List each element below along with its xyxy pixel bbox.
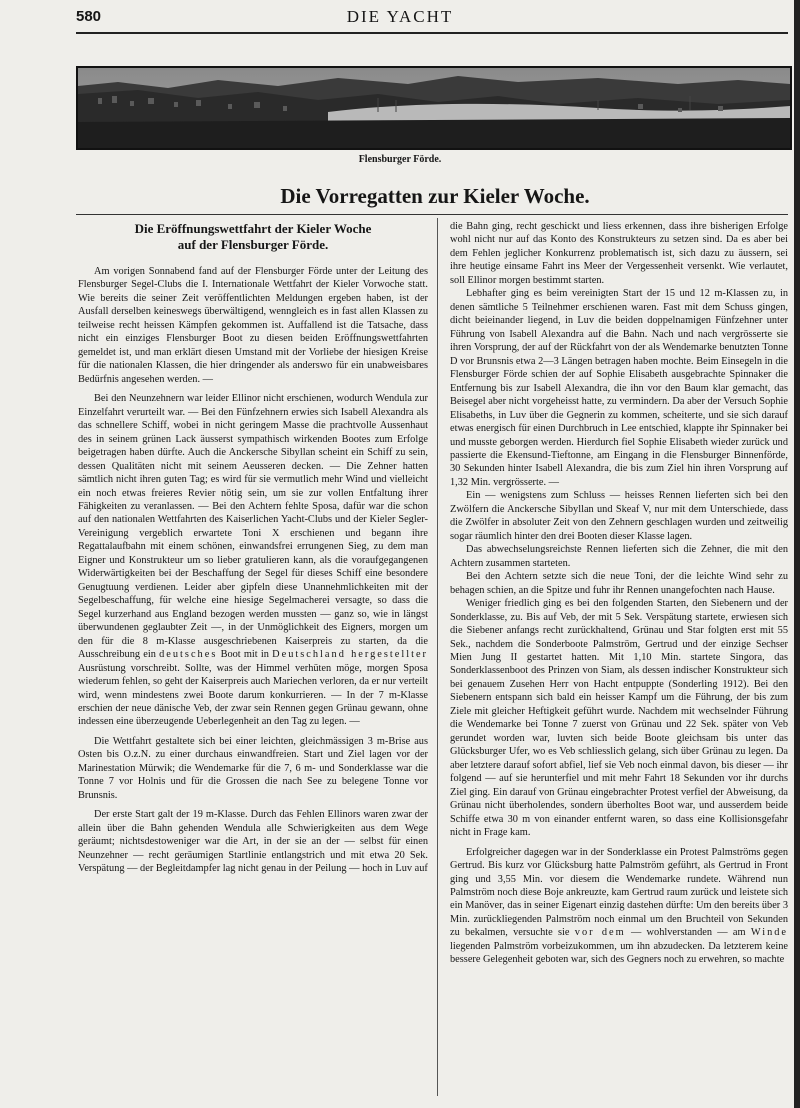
subhead-line-2: auf der Flensburger Förde. xyxy=(177,237,329,252)
text-run: Boot mit in xyxy=(220,649,269,661)
header-rule xyxy=(76,32,788,34)
text-run: Ausrüstung vorschreibt. Sollte, was der Himmel verhüten möge, morgen Sposa wiederum fehlen, so geht der Kaiserpreis auch Mariechen verloren, da er nur verteilt wird, wenn mindestens zwei Boote darum konkurrieren. — In der 7 m-Klasse erschien der neue dänische Veb, der zwar sein Rennen gegen Grünau gewann, ohne indessen eine überzeugende Ueberlegenheit an den Tag zu legen. — xyxy=(78,662,428,728)
page-number: 580 xyxy=(76,8,102,25)
text-run: — wohlverstanden — am xyxy=(630,927,746,939)
right-column xyxy=(450,220,788,967)
section-subhead xyxy=(78,221,428,253)
left-column xyxy=(78,220,428,876)
harbor-photo xyxy=(76,66,792,150)
title-rule xyxy=(76,214,788,215)
paragraph: Bei den Achtern setzte sich die neue Toni, der die leichte Wind sehr zu behagen schien, an die Spitze und fuhr ihr Rennen unangefochten nach Hause. xyxy=(450,571,788,596)
magazine-title: DIE YACHT xyxy=(346,7,454,26)
article-title: Die Vorregatten zur Kieler Woche. xyxy=(280,184,590,208)
paragraph: Das abwechselungsreichste Rennen lieferten sich die Zehner, die mit den Achtern zusammen starteten. xyxy=(450,544,788,569)
spaced-text: Deutschland hergestellter xyxy=(272,649,428,661)
photo-caption: Flensburger Förde. xyxy=(358,154,442,165)
paragraph: Der erste Start galt der 19 m-Klasse. Durch das Fehlen Ellinors waren zwar der allein über die Bahn gehenden Wendula alle Schwierigkeiten aus dem Wege geräumt; nichtsdestoweniger war die Art, in der sie an der — selbst für einen Neunzehner — recht geräumigen Startlinie entlangstrich und mit etwa 20 Sek. Verspätung — der Begleitdampfer lag nicht genau in der Peilung — hoch in Luv auf xyxy=(78,809,428,875)
spaced-text: Winde xyxy=(750,927,789,939)
paragraph: die Bahn ging, recht geschickt und liess erkennen, dass ihre bisherigen Erfolge wohl nicht nur auf das Konto des Konstrukteurs zu setzen sind. Da es aber bei dem Fehlen jeglicher Konkurrenz problematisch ist, sich dazu zu äussern, sei ihre heutige einsame Fahrt ins Meer der Vergessenheit versenkt. Wie verlautet, soll Ellinor morgen bestimmt starten. xyxy=(450,221,788,286)
text-run: liegenden Palmström vorbeizukommen, um ihn abzudecken. Da letzterem keine bessere Gelegenheit geboten war, sich des Gegners noch zu erwehren, so machte xyxy=(450,940,788,966)
paragraph: Ein — wenigstens zum Schluss — heisses Rennen lieferten sich bei den Zwölfern die Anckersche Sibyllan und Skeaf V, nur mit dem Unterschiede, dass die Zwölfer in absoluter Zeit von den Zehnern geschlagen wurden und zeitweilig sogar räumlich hinter den drei Booten dieser Klasse lagen. xyxy=(450,490,788,542)
spaced-text: deutsches xyxy=(159,649,218,661)
paragraph: Lebhafter ging es beim vereinigten Start der 15 und 12 m-Klassen zu, in denen sämtliche 5 Teilnehmer erschienen waren. Fast mit dem Schuss gingen, dicht beieinander liegend, in Luv die beiden doppelnamigen Fünfzehner unter Führung von Isabell Alexandra auf die Bahn. Nach und nach vergrösserte sie ihren Vorsprung, der auf der Rückfahrt von der als Wendemarke benutzten Tonne D vor Brunsnis etwa 2—3 Längen betragen haben mochte. Beim Einsegeln in die Flensburger Förde schien der auf Sophie Elisabeth ausgebrachte Spinnaker die Entfernung bis zur Isabell Alexandra, die ihn vor den Baum klar gemacht, das Beisegel aber nicht vorgeheisst hatte, zu vermindern. Da aber der Versuch Sophie Elisabeths, in Luv über die Gegnerin zu kommen, scheiterte, und sie sich darauf etwas energisch für einen Durchbruch in Lee entschied, klappte ihr Spinnaker bei und musste geborgen werden. Hierdurch fiel Sophie Elisabeth wieder zurück und passierte die Ekensund-Tieftonne, am Eingang in die Flensburger Binnenförde, 30 Sekunden hinter Isabell Alexandra, die bis zum Ziel hin ihren Vorsprung auf 1,32 Min. vergrösserte. — xyxy=(450,288,788,488)
subhead-line-1: Die Eröffnungswettfahrt der Kieler Woche xyxy=(134,221,372,236)
text-run: Erfolgreicher dagegen war in der Sonderklasse ein Protest Palmströms gegen Gertrud. Bis kurz vor Glücksburg hatte Palmström geführt, als Gertrud in Front ging und 3,55 Min. vor diesem die Wendemarke rundete. Während nun Palmström noch diese Boje ankreuzte, kam Gertrud raum zurück und leistete sich ein Manöver, das in seiner Eigenart einzig dastehen dürfte: Um den bereits über 3 Min. zurückliegenden Palmström noch einmal um den Bruchteil von Sekunden zu bekalmen, versuchte sie xyxy=(450,846,788,939)
scan-edge xyxy=(794,0,800,1108)
paragraph xyxy=(78,392,428,729)
column-divider xyxy=(437,218,438,1096)
paragraph: Die Wettfahrt gestaltete sich bei einer leichten, gleichmässigen 3 m-Brise aus Osten bis O.z.N. zu einer durchaus einwandfreien. Start und Ziel lagen vor der Marinestation Mürwik; die Wendemarke für die 7, 6 m- und Sonderklasse war die Tonne 7 vor Holnis und für die Grossen die nach See zu belegene Tonne vor Brunsnis. xyxy=(78,735,428,801)
paragraph: Am vorigen Sonnabend fand auf der Flensburger Förde unter der Leitung des Flensburger Segel-Clubs die I. Internationale Wettfahrt der Kieler Vorwoche statt. Wie bereits die seiner Zeit veröffentlichten Meldungen ergeben haben, ist der Ausfall derselben keineswegs überwältigend, wenngleich es in fast allen Klassen zu teilweise recht heissen Kämpfen gekommen ist. Auffallend ist die Tatsache, dass nicht ein einziges Flensburger Boot zu diesen beiden Eröffnungswettfahrten gemeldet ist, und man erklärt diesen Umstand mit der Vorliebe der hiesigen Kreise für die nationalen Klassen, die hier dringender als anderswo für ein unabweisbares Bedürfnis angesehen werden. — xyxy=(78,266,428,385)
text-run: Bei den Neunzehnern war leider Ellinor nicht erschienen, wodurch Wendula zur Einzelfahrt verurteilt war. — Bei den Fünfzehnern erwies sich Isabell Alexandra als das schnellere Schiff, wobei in nicht geringem Masse die prachtvolle Aussenhaut des in seinem grünen Lack äusserst sympathisch wirkenden Bootes zum Erfolge beigetragen haben dürfte. Auch die Anckersche Sibyllan scheint ein Schiff zu sein, dessen Qualitäten nicht mit seinem Aeusseren decken. — Die Zehner hatten sämtlich nicht ihren guten Tag; es wird für sie vermutlich mehr Wind und vielleicht ein noch etwas freieres Revier nötig sein, um sie zur vollen Entfaltung ihrer Fähigkeiten zu veranlassen. — Bei den Achtern fehlte Sposa, dafür war die schon auf den nationalen Wettfahrten des Kaiserlichen Yacht-Clubs und der Kieler Segler-Vereinigung vergeblich erwartete Toni X erschienen und begann ihre Regattalaufbahn mit einem schönen, einwandsfrei errungenen Sieg, zu dem man Eigner und Konstrukteur um so lieber gratulieren kann, als die voraufgegangenen Widerwärtigkeiten bei der Beschaffung der Segel für dieses Schiff eine besondere Genugtuung verdienen. Leider aber gipfeln diese Unannehmlichkeiten mit der Segelbeschaffung, für welche eine hiesige Segelmacherei versagte, so dass die Segel kurzerhand aus England bezogen werden mussten — ganz so, wie in längst überwundenen geglaubter Zeit —, in der Unmöglichkeit des Eigners, morgen um den für die 8 m-Klasse ausgeschriebenen Kaiserpreis zu starten, da die Ausschreibung ein xyxy=(78,393,428,661)
spaced-text: vor dem xyxy=(574,927,626,939)
paragraph xyxy=(450,846,788,967)
paragraph: Weniger friedlich ging es bei den folgenden Starten, den Siebenern und der Sonderklasse, zu. Bis auf Veb, der mit 5 Sek. Verspätung startete, erwiesen sich die Siebener anfangs recht zurückhaltend, Grünau und Star folgten erst mit 55 Sek., nachdem die Sonderboote Palmström, Gertrud und der einzige Sechser Mien Jung II gestartet hatten. Mit 1,10 Min. startete Singora, das Sonderklassenboot des Prinzen von Siam, als dessen indischer Konstrukteur sich bei genauem Zusehen Herr von Hacht entpuppte (Sonderling 1912). Bei den Siebenern entspann sich bald ein heisser Kampf um die Führung, der bis zum Ziele mit gleicher Heftigkeit geführt wurde. Nachdem mit wechselnder Führung die Wendemarke bei Tonne 7 zuerst von Grünau und 22 Sek. später von Veb gerundet worden war, luvten sich beide Boote gleichsam bis unter das Glücksburger Ufer, wo es Veb schliesslich gelang, sich über Grünau zu legen. Da aber letztere darauf sofort abfiel, lief sie Veb noch einmal davon, bis dieser — ihr folgend — auf sie herunterfiel und mit mehr Fahrt 18 Sekunden vor ihr durchs Ziel ging. Ein darauf von Grünau eingebrachter Protest verfiel der Abweisung, da Grünau nicht überholendes, sondern überholtes Boot war, und ausserdem beide Schiffe etwa 30 m von einander entfernt waren, so dass eine Kollisionsgefahr nicht in Frage kam. xyxy=(450,598,788,839)
